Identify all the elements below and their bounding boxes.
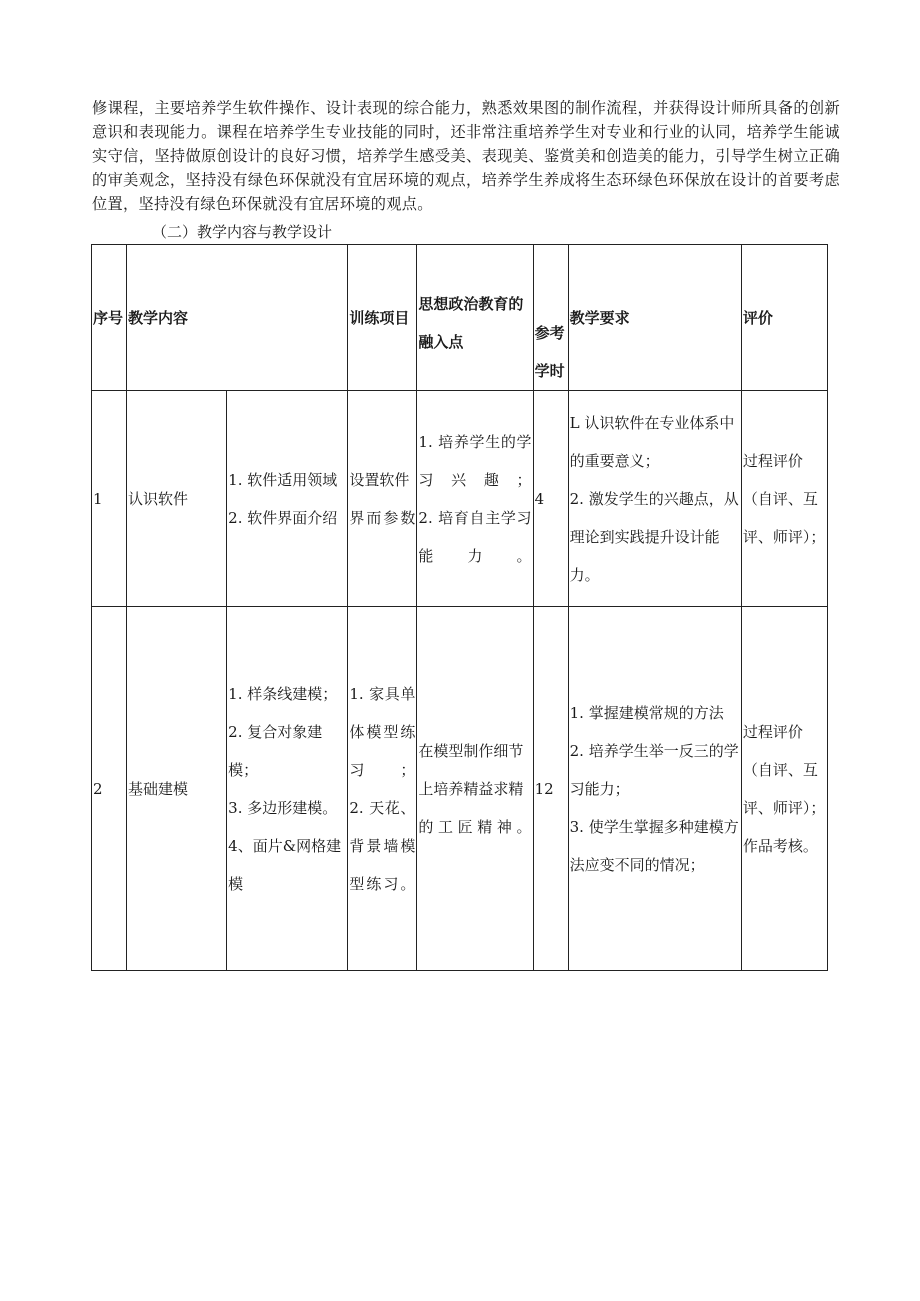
requirement-item: L 认识软件在专业体系中的重要意义； bbox=[569, 413, 735, 470]
cell-hours: 4 bbox=[533, 391, 568, 607]
requirement-item: 3. 使学生掌握多种建模方法应变不同的情况； bbox=[569, 817, 739, 874]
cell-ideology bbox=[417, 391, 533, 607]
cell-seq: 1 bbox=[92, 391, 127, 607]
cell-project bbox=[348, 607, 417, 971]
header-hours: 参考学时 bbox=[533, 245, 568, 391]
cell-seq: 2 bbox=[92, 607, 127, 971]
header-evaluation: 评价 bbox=[741, 245, 827, 391]
table-header-row bbox=[92, 245, 828, 391]
cell-evaluation: 过程评价（自评、互评、师评）；作品考核。 bbox=[741, 607, 827, 971]
detail-item: 1. 样条线建模； bbox=[228, 684, 338, 703]
header-ideology: 思想政治教育的融入点 bbox=[417, 245, 533, 391]
cell-details bbox=[227, 391, 348, 607]
cell-project: 设置软件界而参数 bbox=[348, 391, 417, 607]
detail-item: 4、面片&网格建模 bbox=[228, 836, 342, 893]
requirement-item: 2. 激发学生的兴趣点，从理论到实践提升设计能力。 bbox=[569, 489, 739, 584]
cell-evaluation: 过程评价（自评、互评、师评）； bbox=[741, 391, 827, 607]
section-heading: （二）教学内容与教学设计 bbox=[152, 223, 333, 241]
ideology-item: 2. 培育自主学习能力。 bbox=[418, 508, 532, 565]
detail-item: 2. 软件界面介绍 bbox=[228, 508, 338, 527]
header-content: 教学内容 bbox=[127, 245, 348, 391]
project-item: 1. 家具单体模型练习； bbox=[349, 684, 416, 779]
table-row bbox=[92, 607, 828, 971]
cell-content: 基础建模 bbox=[127, 607, 227, 971]
cell-requirements bbox=[568, 391, 741, 607]
header-project: 训练项目 bbox=[348, 245, 417, 391]
intro-paragraph: 修课程，主要培养学生软件操作、设计表现的综合能力，熟悉效果图的制作流程，并获得设计师所具备的创新意识和表现能力。课程在培养学生专业技能的同时，还非常注重培养学生对专业和行业的认同，培养学生能诚实守信，坚持做原创设计的良好习惯，培养学生感受美、表现美、鉴赏美和创造美的能力，引导学生树立正确的审美观念，坚持没有绿色环保就没有宜居环境的观点，培养学生养成将生态环绿色环保放在设计的首要考虑位置，坚持没有绿色环保就没有宜居环境的观点。 bbox=[92, 99, 840, 213]
table-row bbox=[92, 391, 828, 607]
requirement-item: 2. 培养学生举一反三的学习能力； bbox=[569, 741, 739, 798]
cell-details bbox=[227, 607, 348, 971]
cell-requirements bbox=[568, 607, 741, 971]
requirement-item: 1. 掌握建模常规的方法 bbox=[569, 703, 724, 722]
detail-item: 2. 复合对象建模； bbox=[228, 722, 323, 779]
detail-item: 3. 多边形建模。 bbox=[228, 798, 338, 817]
cell-hours: 12 bbox=[533, 607, 568, 971]
cell-ideology: 在模型制作细节上培养精益求精的工匠精神。 bbox=[417, 607, 533, 971]
detail-item: 1. 软件适用领域 bbox=[228, 470, 338, 489]
header-requirements: 教学要求 bbox=[568, 245, 741, 391]
course-content-table bbox=[91, 244, 828, 971]
cell-content: 认识软件 bbox=[127, 391, 227, 607]
project-item: 2. 天花、背景墙模型练习。 bbox=[349, 798, 416, 893]
header-seq: 序号 bbox=[92, 245, 127, 391]
ideology-item: 1. 培养学生的学习兴趣； bbox=[418, 432, 532, 489]
